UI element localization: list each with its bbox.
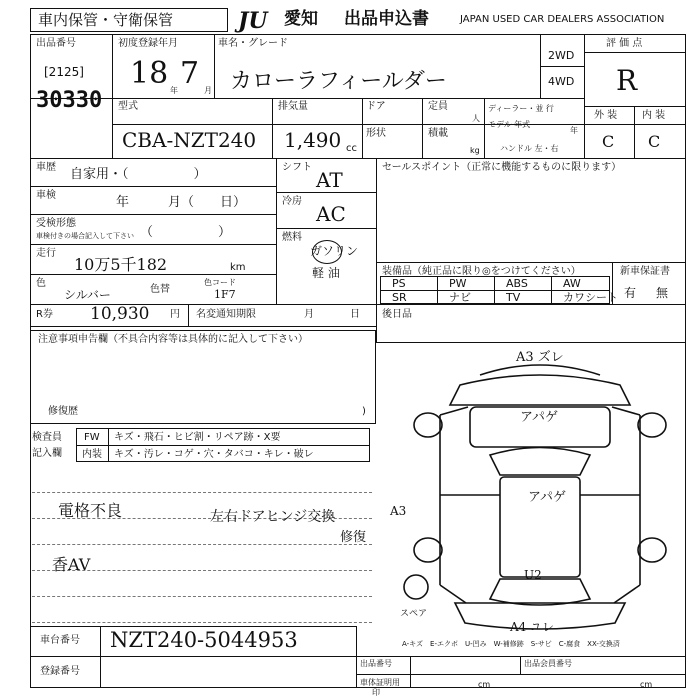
- warranty-yes: 有: [624, 286, 637, 300]
- inspector-row1-head: FW: [84, 432, 100, 443]
- diagram-wheel-fl: [414, 413, 442, 437]
- spare-label: スペア: [400, 609, 428, 619]
- diagram-right-side: [612, 407, 640, 603]
- dealer-label: ディーラー・並 行: [488, 104, 554, 113]
- color-code-value: 1F7: [214, 288, 236, 301]
- equipment-item: PW: [449, 277, 467, 290]
- displacement-value: 1,490: [284, 128, 342, 152]
- chassis-value: NZT240-5044953: [110, 628, 298, 652]
- name-change-day: 日: [350, 309, 360, 320]
- form-title: 出品申込書: [344, 9, 429, 29]
- color-change-label: 色替: [150, 284, 170, 295]
- rating-interior-label: 内 装: [642, 110, 666, 121]
- receipt-label: 受検形態: [36, 218, 76, 229]
- mileage-label: 走行: [36, 248, 56, 259]
- equipment-item: TV: [506, 291, 521, 304]
- repair-label: 修復歴: [48, 406, 78, 417]
- recycle-label: R券: [36, 309, 53, 320]
- ac-value: AC: [316, 202, 346, 226]
- diagram-wheel-rr: [638, 538, 666, 562]
- color-code-label: 色コード: [204, 278, 236, 287]
- warranty-label: 新車保証書: [620, 266, 670, 277]
- drive-4wd: 4WD: [548, 75, 575, 88]
- shape-label: 形状: [366, 128, 386, 139]
- inspector-row2: キズ・汚レ・コゲ・穴・タバコ・キレ・破レ: [114, 449, 314, 460]
- note-handwritten-4: 香AV: [52, 555, 91, 574]
- recycle-value: 10,930: [90, 304, 150, 324]
- door-label: ドア: [366, 101, 386, 112]
- car-name-label: 車名・グレード: [218, 38, 288, 49]
- model-year-label: モデル 年式: [488, 120, 531, 129]
- receipt-note: 車検付きの場合記入して下さい: [36, 232, 134, 240]
- registration-year-unit: 年: [170, 86, 178, 95]
- diagram-wheel-rl: [414, 538, 442, 562]
- note-handwritten-1: 電格不良: [58, 501, 123, 520]
- rating-interior: C: [648, 132, 661, 151]
- inspector-label-1: 検査員: [32, 432, 62, 443]
- year-unit: 年: [570, 126, 578, 135]
- ju-logo: [238, 8, 282, 32]
- warranty-no: 無: [656, 286, 669, 300]
- equipment-item: カワシート: [563, 291, 618, 304]
- inspector-row2-head: 内装: [82, 449, 102, 460]
- mileage-unit: km: [230, 262, 246, 273]
- chassis-label: 車台番号: [40, 635, 80, 646]
- sales-point-label: セールスポイント（正常に機能するものに限ります）: [382, 162, 622, 173]
- registration-month-unit: 月: [204, 86, 212, 95]
- fuel-gas: ガソリン: [310, 244, 359, 258]
- note-handwritten-2: 左右ドアヒンジ交換: [210, 509, 336, 525]
- damage-legend: A-キズ E-エクボ U-凹み W-補修跡 S-サビ C-腐食 XX-交換済: [402, 640, 620, 648]
- fuel-gas-circle: [312, 240, 342, 264]
- notes-label: 注意事項申告欄（不具合内容等は具体的に記入して下さい）: [38, 334, 308, 345]
- footer-exhib-no: 出品会員番号: [524, 659, 572, 668]
- diagram-windshield: [490, 448, 590, 476]
- inspector-row1: キズ・飛石・ヒビ割・リペア跡・X要: [114, 432, 281, 443]
- diagram-note-bottom: U2: [524, 568, 542, 582]
- drive-2wd: 2WD: [548, 49, 575, 62]
- fuel-diesel: 軽 油: [312, 266, 340, 280]
- diagram-rear-glass: [490, 579, 590, 605]
- mileage-value: 10万5千182: [74, 255, 168, 274]
- diagram-front-bumper: [450, 375, 630, 405]
- color-label: 色: [36, 278, 46, 289]
- repair-close: ): [362, 406, 366, 417]
- diagram-note-r2: アパゲ: [528, 490, 566, 505]
- model-value: CBA-NZT240: [122, 128, 257, 152]
- equipment-item: SR: [392, 291, 407, 304]
- diagram-note-bottom2: A4 ユレ: [510, 620, 555, 634]
- lot-sub: [2125]: [44, 65, 84, 79]
- ac-label: 冷房: [282, 196, 302, 207]
- association-name: JAPAN USED CAR DEALERS ASSOCIATION: [460, 14, 665, 25]
- footer-sales-no: 出品番号: [360, 659, 392, 668]
- equipment-label: 装備品（純正品に限り◎をつけてください）: [382, 266, 581, 277]
- displacement-unit: cc: [346, 143, 357, 154]
- displacement-label: 排気量: [278, 101, 308, 112]
- rating-exterior: C: [602, 132, 615, 151]
- org-name: 愛知: [284, 9, 318, 29]
- lot-number: 30330: [36, 88, 103, 113]
- history-value: 自家用・（ ）: [70, 167, 207, 182]
- reg-number-label: 登録番号: [40, 666, 80, 677]
- equipment-item: ABS: [506, 277, 528, 290]
- shift-value: AT: [316, 168, 343, 192]
- equipment-item: ナビ: [449, 291, 471, 304]
- name-change-label: 名変通知期限: [196, 309, 256, 320]
- diagram-note-top: A3 ズレ: [516, 350, 564, 365]
- capacity-unit: 人: [472, 114, 480, 123]
- diagram-wheel-fr: [638, 413, 666, 437]
- history-label: 車歴: [36, 162, 56, 173]
- storage-label: 車内保管・守衛保管: [38, 11, 174, 29]
- diagram-note-r1: アパゲ: [520, 410, 558, 425]
- registration-label: 初度登録年月: [118, 38, 178, 49]
- fuel-label: 燃料: [282, 232, 302, 243]
- equipment-item: PS: [392, 277, 406, 290]
- equipment-item: AW: [563, 277, 581, 290]
- inspection-value: 年 月（ 日）: [116, 195, 247, 210]
- registration-year: 18: [130, 56, 169, 91]
- cert-label: 車体証明用: [360, 678, 400, 687]
- car-name-value: カローラフィールダー: [230, 69, 447, 94]
- model-label: 型式: [118, 101, 138, 112]
- inspector-label-2: 記入欄: [32, 448, 62, 459]
- cert-cm-1: cm: [478, 680, 491, 689]
- diagram-spare: [404, 575, 428, 599]
- cert-seal: 印: [372, 688, 380, 697]
- diagram-note-left: A3: [390, 504, 407, 518]
- registration-month: 7: [180, 56, 200, 91]
- recycle-unit: 円: [170, 309, 180, 320]
- load-unit: kg: [470, 146, 480, 155]
- ju-logo-text: JU: [238, 8, 268, 34]
- cert-cm-2: cm: [640, 680, 653, 689]
- receipt-value: （ ）: [140, 225, 232, 240]
- inspection-label: 車検: [36, 190, 56, 201]
- color-value: シルバー: [64, 288, 111, 302]
- rear-seat-label: 後日品: [382, 309, 412, 320]
- load-label: 積載: [428, 128, 448, 139]
- handle-label: ハンドル 左・右: [500, 144, 559, 153]
- diagram-left-side: [440, 407, 468, 603]
- diagram-roof-top: [480, 365, 600, 375]
- note-handwritten-3: 修復: [340, 530, 367, 545]
- lot-label: 出品番号: [36, 38, 76, 49]
- rating-score: R: [616, 64, 638, 97]
- rating-label: 評 価 点: [606, 38, 643, 49]
- rating-exterior-label: 外 装: [594, 110, 618, 121]
- shift-label: シフト: [282, 162, 312, 173]
- capacity-label: 定員: [428, 101, 448, 112]
- name-change-month: 月: [304, 309, 314, 320]
